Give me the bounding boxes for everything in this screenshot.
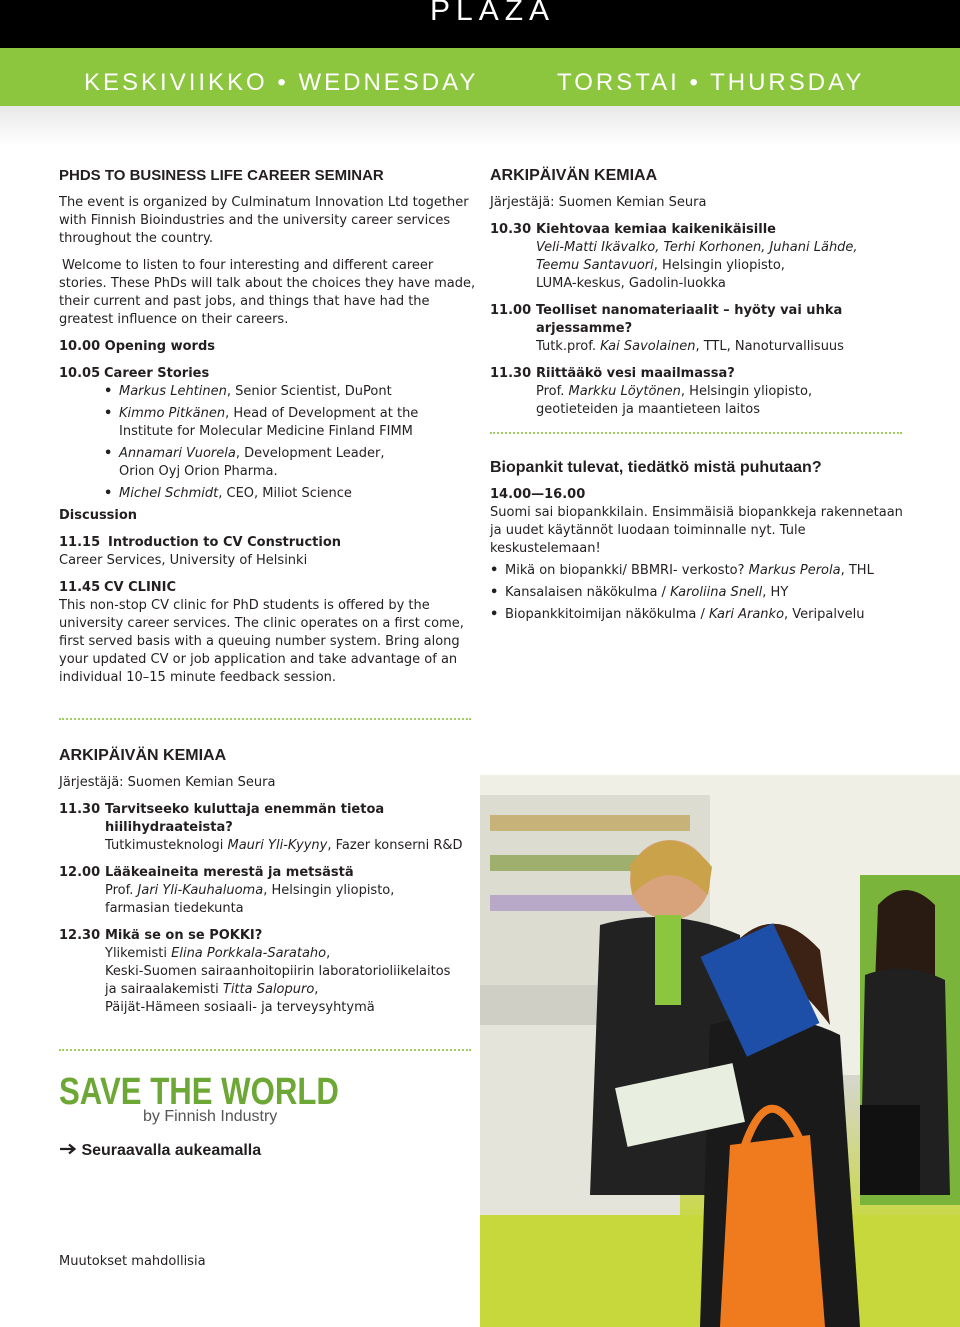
arrow-right-icon [59, 1142, 77, 1160]
bullet-list [490, 562, 910, 624]
save-the-world-logo: SAVE THE WORLD [59, 1071, 339, 1113]
list-item: • Markus Lehtinen, Senior Scientist, DuPont [104, 383, 479, 401]
program-item: 12.30 Mikä se on se POKKI? Ylikemisti Elina Porkkala-Sarataho, Keski-Suomen sairaanhoitopiirin laboratorioliikelaitos ja sairaalakemisti Titta Salopuro, Päijät-Hämeen sosiaali- ja terveysyhtymä [59, 928, 451, 1015]
dotted-divider [59, 1049, 471, 1051]
footer-note: Muutokset mahdollisia [59, 1254, 206, 1269]
list-item: • Biopankkitoimijan näkökulma / Kari Aranko, Veripalvelu [490, 606, 910, 624]
phd-seminar-section [59, 166, 479, 687]
day-right-label: TORSTAI • THURSDAY [557, 69, 865, 96]
speaker-list [104, 383, 479, 503]
program-item: 12.00 Lääkeaineita merestä ja metsästä Prof. Jari Yli-Kauhaluoma, Helsingin yliopisto, farmasian tiedekunta [59, 865, 395, 916]
session-description: Suomi sai biopankkilain. Ensimmäisiä biopankkeja rakennetaan ja uudet käytännöt luodaan toiminnalle nyt. Tule keskustelemaan! [490, 505, 903, 556]
intro-text: The event is organized by Culminatum Innovation Ltd together with Finnish Bioindustries and the university career services throughout the country. [59, 195, 469, 246]
program-item: 11.30 Tarvitseeko kuluttaja enemmän tietoa hiilihydraateista? Tutkimusteknologi Mauri Yli-Kyyny, Fazer konserni R&D [59, 802, 463, 853]
exhibition-photo [480, 775, 960, 1327]
cv-clinic-heading: 11.45 CV CLINIC [59, 580, 177, 595]
list-item: • Annamari Vuorela, Development Leader, Orion Oyj Orion Pharma. [104, 445, 389, 481]
cv-org: Career Services, University of Helsinki [59, 553, 308, 568]
program-item: 11.00 Teolliset nanomateriaalit – hyöty vai uhka arjessamme? Tutk.prof. Kai Savolainen, TTL, Nanoturvallisuus [490, 303, 844, 354]
section-title: PHDS TO BUSINESS LIFE CAREER SEMINAR [59, 167, 384, 184]
opening-words: 10.00 Opening words [59, 339, 216, 354]
cv-clinic-text: This non-stop CV clinic for PhD students is offered by the university career services. The clinic operates on a first come, first served basis with a queuing number system. Bring along your updated CV or job application and take advantage of an individual 10–15 minute feedback session. [59, 598, 464, 685]
list-item: • Kimmo Pitkänen, Head of Development at the Institute for Molecular Medicine Finland FIMM [104, 405, 449, 441]
discussion-label: Discussion [59, 508, 138, 523]
program-item: 10.30 Kiehtovaa kemiaa kaikenikäisille Veli-Matti Ikävalko, Terhi Korhonen, Juhani Lähde, Teemu Santavuori, Helsingin yliopisto, LUMA-keskus, Gadolin-luokka [490, 222, 858, 291]
welcome-text: Welcome to listen to four interesting and different career stories. These PhDs will talk about the choices they have made, their current and past jobs, and things that have had the greatest influence on their careers. [59, 258, 476, 327]
dotted-divider [59, 718, 471, 720]
venue-title: PLAZA [430, 0, 556, 27]
cv-construction-heading: 11.15 Introduction to CV Construction [59, 535, 342, 550]
day-left-label: KESKIVIIKKO • WEDNESDAY [84, 69, 479, 96]
next-spread-link: Seuraavalla aukeamalla [59, 1142, 261, 1160]
organizer: Järjestäjä: Suomen Kemian Seura [490, 195, 707, 210]
program-item: 11.30 Riittääkö vesi maailmassa? Prof. Markku Löytönen, Helsingin yliopisto, geotieteiden ja maantieteen laitos [490, 366, 813, 417]
left-kemia-section [59, 746, 479, 1017]
list-item: • Michel Schmidt, CEO, Miliot Science [104, 485, 479, 503]
section-title: ARKIPÄIVÄN KEMIAA [490, 167, 658, 184]
section-title: Biopankit tulevat, tiedätkö mistä puhutaan? [490, 459, 822, 476]
organizer: Järjestäjä: Suomen Kemian Seura [59, 775, 276, 790]
photo-illustration [480, 775, 960, 1327]
right-kemia-section [490, 166, 940, 419]
banner-shadow [0, 106, 960, 146]
logo-subtitle: by Finnish Industry [143, 1108, 278, 1125]
section-title: ARKIPÄIVÄN KEMIAA [59, 747, 227, 764]
dotted-divider [490, 432, 902, 434]
career-stories-heading: 10.05 Career Stories [59, 366, 210, 381]
list-item: • Kansalaisen näkökulma / Karoliina Snell, HY [490, 584, 910, 602]
session-time: 14.00—16.00 [490, 487, 586, 502]
biopankit-section [490, 458, 910, 628]
list-item: • Mikä on biopankki/ BBMRI- verkosto? Markus Perola, THL [490, 562, 910, 580]
top-black-bar [0, 0, 960, 48]
